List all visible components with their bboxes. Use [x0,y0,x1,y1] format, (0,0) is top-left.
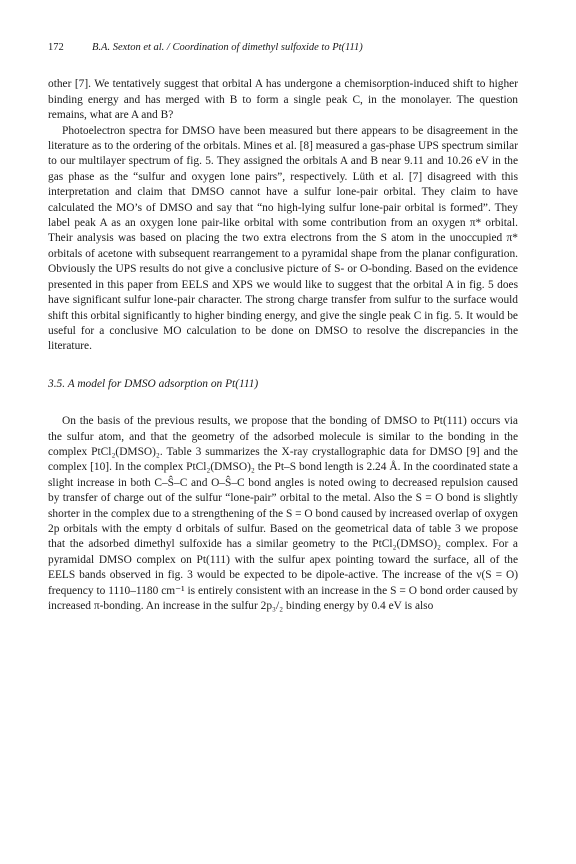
paragraph-model: On the basis of the previous results, we propose that the bonding of DMSO to Pt(111) occurs via the sulfur atom, and that the geometry of the adsorbed molecule is similar to the bonding in the complex PtCl₂(DMSO)₂. Table 3 summarizes the X-ray crystallographic data for DMSO [9] and the complex [10]. In the complex PtCl₂(DMSO)₂ the Pt–S bond length is 2.24 Å. In the coordinated state a slight increase in both C–Ŝ–C and O–Ŝ–C bond angles is noted owing to decreased repulsion caused by transfer of charge out of the sulfur “lone-pair” orbital to the metal. Also the S = O bond is slightly shorter in the complex due to a strengthening of the S = O bond caused by increased overlap of oxygen 2p orbitals with the empty d orbitals of sulfur. Based on the geometrical data of table 3 we propose that the adsorbed dimethyl sulfoxide has a similar geometry to the PtCl₂(DMSO)₂ complex. For a pyramidal DMSO complex on Pt(111) with the sulfur apex pointing toward the surface, all of the EELS bands observed in fig. 3 would be expected to be dipole-active. The increase of the ν(S = O) frequency to 1110–1180 cm⁻¹ is entirely consistent with an increase in the S = O bond order caused by increased π-bonding. An increase in the sulfur 2p₃/₂ binding energy by 0.4 eV is also [48,415,518,612]
running-head: B.A. Sexton et al. / Coordination of dimethyl sulfoxide to Pt(111) [92,42,363,53]
section-heading: 3.5. A model for DMSO adsorption on Pt(111) [48,377,259,390]
paragraph-continued: other [7]. We tentatively suggest that orbital A has undergone a chemisorption-induced shift to higher binding energy and has merged with B to form a single peak C, in the monolayer. The question remains, what are A and B? [48,78,518,122]
paragraph-photoelectron: Photoelectron spectra for DMSO have been measured but there appears to be disagreement in the literature as to the ordering of the orbitals. Mines et al. [8] measured a gas-phase UPS spectrum similar to our multilayer spectrum of fig. 5. They assigned the orbitals A and B near 9.11 and 10.26 eV in the gas phase as the “sulfur and oxygen lone pairs”, respectively. Lüth et al. [7] disagreed with this interpretation and claim that DMSO cannot have a sulfur lone-pair orbital. They claim to have calculated the MO’s of DMSO and say that “no high-lying sulfur lone-pair orbital is formed”. They label peak A as an oxygen lone pair-like orbital with some contribution from an oxygen π* orbital. Their analysis was based on placing the two extra electrons from the S atom in the unoccupied π* orbitals of acetone with subsequent rearrangement to a pyramidal shape from the planar configuration. Obviously the UPS results do not give a conclusive picture of S- or O-bonding. Based on the evidence presented in this paper from EELS and XPS we would like to suggest that the orbital A in fig. 5 does have significant sulfur lone-pair character. The strong charge transfer from sulfur to the surface would shift this orbital significantly to higher binding energy, and give the single peak C in fig. 5. It would be useful for a conclusive MO calculation to be done on DMSO to resolve the discrepancies in the literature. [48,124,518,353]
page-header [48,40,518,55]
journal-page [48,40,518,614]
page-number: 172 [48,42,64,53]
